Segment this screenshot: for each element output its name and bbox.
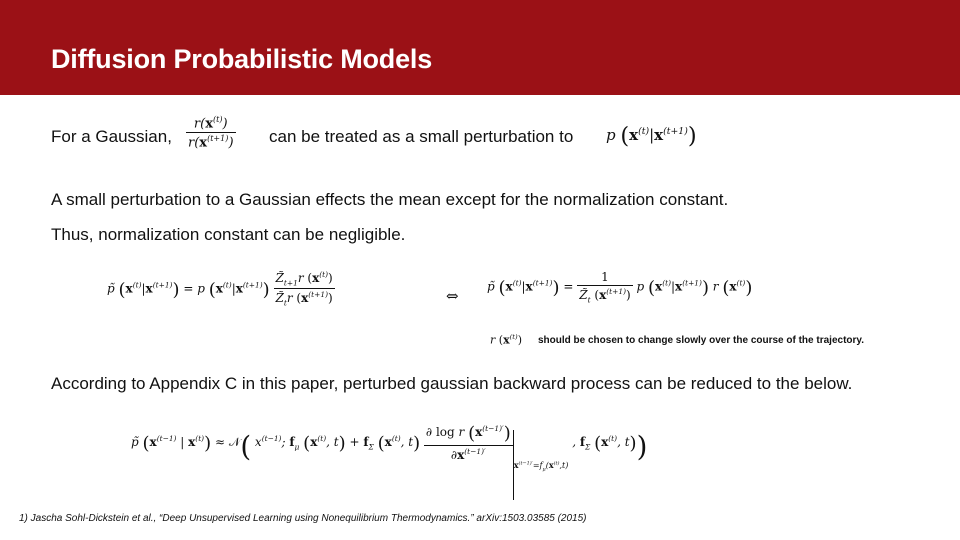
note-r-formula: r $(x^{(t)})$ <box>490 333 522 347</box>
line2-text: A small perturbation to a Gaussian effects the mean except for the normalization constant. <box>51 190 729 209</box>
footnote-citation: 1) Jascha Sohl-Dickstein et al., “Deep Unsupervised Learning using Nonequilibrium Thermodynamics.” arXiv:1503.03585 (2015) <box>19 513 587 524</box>
line3-text: Thus, normalization constant can be negligible. <box>51 225 406 244</box>
transition-p-formula: p $(x^{(t)}|x^{(t+1)})$ <box>606 123 697 149</box>
backward-process-equation: p̃ ($x^{(t-1)}$ | $x^{(t)}$) ≈ 𝒩( $x^{(t-1)}$; $f_\mu$ ($x^{(t)}$, $t) + f_\Sigma$ ($x^{(t)}$, t) $\frac{\partial \log r (x^{(t-1)'})}{\partial x^{(t-1)'}}$ $x^{(t-1)'}=f_\mu(x^{(t)},t)$ , $f_\Sigma$ ($x^{(t)}$, t)) <box>131 423 647 500</box>
equivalence-symbol: ⇔ <box>446 287 459 305</box>
line4-text: According to Appendix C in this paper, perturbed gaussian backward process can be reduced to the below. <box>51 374 853 393</box>
note-text: should be chosen to change slowly over the course of the trajectory. <box>538 335 864 346</box>
ratio-r-formula: $\frac{r(x^{(t)})}{r(x^{(t+1)})}$ <box>188 115 234 151</box>
normalized-p-equation: p̃ $(x^{(t)}|x^{(t+1)})$ = $\frac{1}{Z̃_t (x^{(t+1)})}$ p $(x^{(t)}|x^{(t+1)})$ r $(x^{(t)})$ <box>487 270 753 305</box>
slide-title: Diffusion Probabilistic Models <box>51 44 433 74</box>
perturbed-p-equation: p̃ $(x^{(t)}|x^{(t+1)}) = p$ $(x^{(t)}|x^{(t+1)})$ $\frac{Z̃_{t+1}r (x^{(t)})}{Z̃_tr (x^{(t+1)})}$ <box>107 270 333 308</box>
line1-prefix: For a Gaussian, <box>51 127 172 146</box>
line1-middle: can be treated as a small perturbation to <box>269 127 574 146</box>
